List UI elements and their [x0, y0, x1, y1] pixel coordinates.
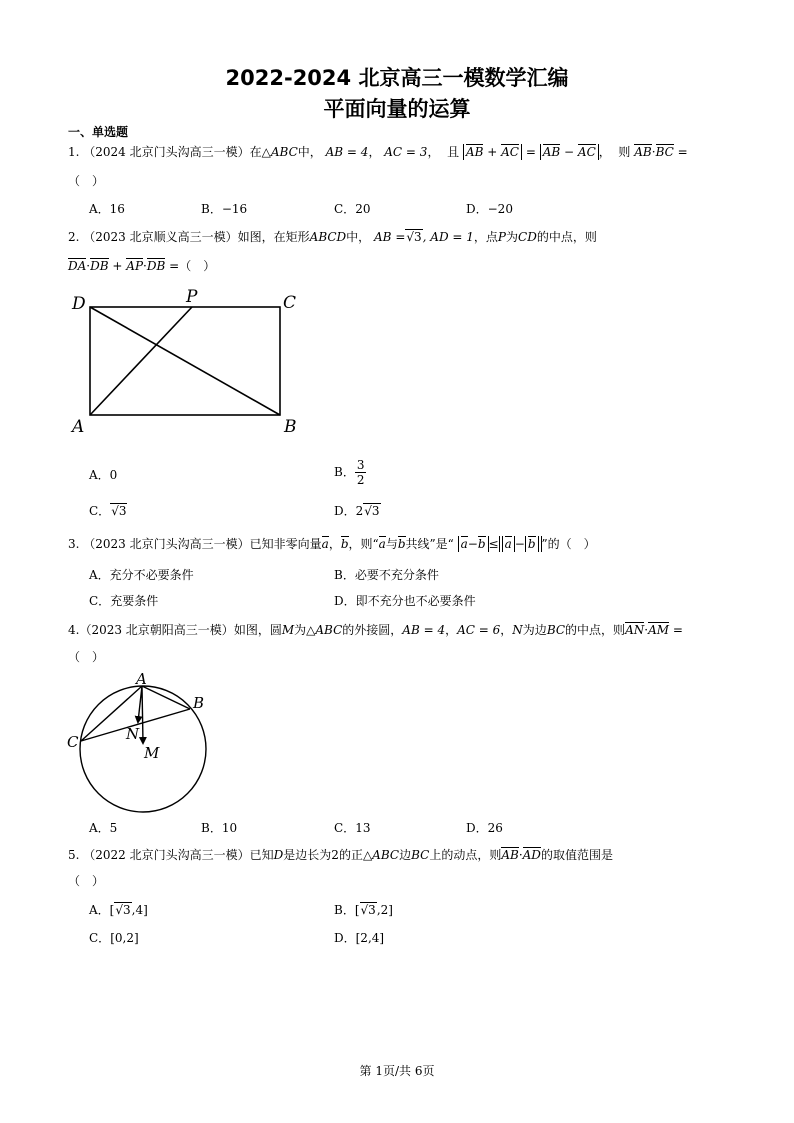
- page-footer: 第 1页/共 6页: [359, 1064, 435, 1078]
- q3-option-c[interactable]: C．充要条件: [89, 594, 159, 608]
- segment-db: [90, 307, 280, 415]
- document-subtitle: 平面向量的运算: [323, 97, 471, 121]
- q5-option-b[interactable]: B．[√3,2]: [334, 903, 393, 917]
- q2-option-b[interactable]: B． $\frac{3}{2}$: [334, 458, 365, 487]
- label-a: A: [72, 417, 85, 437]
- q5-option-d[interactable]: D．[2,4]: [334, 931, 385, 945]
- q5-option-a[interactable]: A．[√3,4]: [89, 903, 148, 917]
- q3-option-b[interactable]: B．必要不充分条件: [334, 568, 439, 582]
- q1-option-b[interactable]: B．−16: [201, 202, 248, 216]
- q4-stem: 4.（2023 北京朝阳高三一模）如图，圆M为△ABC的外接圆，AB = 4，AC = 6，N为边BC的中点，则AN·AM =: [68, 623, 683, 637]
- q2-rectangle-figure: [66, 285, 306, 440]
- q4-option-b[interactable]: B．10: [201, 821, 238, 835]
- q2-stem-line2: DA·DB + AP·DB =（ ）: [68, 259, 216, 273]
- q2-option-d[interactable]: D．2√3: [334, 504, 380, 518]
- q4-option-c[interactable]: C．13: [334, 821, 371, 835]
- q4-option-a[interactable]: A．5: [89, 821, 118, 835]
- label-a: A: [136, 670, 147, 688]
- label-p: P: [186, 287, 198, 307]
- q3-option-d[interactable]: D．即不充分也不必要条件: [334, 594, 476, 608]
- q5-option-c[interactable]: C．[0,2]: [89, 931, 139, 945]
- section-heading: 一、单选题: [68, 125, 129, 139]
- label-b: B: [193, 694, 205, 712]
- q1-option-a[interactable]: A．16: [89, 202, 125, 216]
- document-title: 2022-2024 北京高三一模数学汇编: [225, 66, 569, 90]
- q4-paren: （ ）: [68, 650, 105, 664]
- q5-paren: （ ）: [68, 874, 105, 888]
- q1-option-d[interactable]: D．−20: [466, 202, 513, 216]
- q4-option-d[interactable]: D．26: [466, 821, 503, 835]
- side-ab: [142, 686, 190, 709]
- q1-paren: （ ）: [68, 174, 105, 188]
- vector-am: [142, 686, 143, 743]
- label-c: C: [283, 293, 297, 313]
- label-d: D: [72, 294, 86, 314]
- segment-ap: [90, 307, 192, 415]
- q1-option-c[interactable]: C．20: [334, 202, 371, 216]
- q3-stem: 3. （2023 北京门头沟高三一模）已知非零向量a，b，则“a与b共线”是“ a−b ≤ a − b ”的（ ）: [68, 537, 596, 551]
- q2-option-a[interactable]: A．0: [89, 468, 118, 482]
- label-n: N: [126, 725, 140, 743]
- label-m: M: [144, 744, 160, 762]
- q1-stem: 1. （2024 北京门头沟高三一模）在△ABC中， AB = 4， AC = 3， 且 AB + AC = AB − AC ， 则 AB·BC =: [68, 145, 688, 159]
- label-b: B: [284, 417, 297, 437]
- q2-stem: 2. （2023 北京顺义高三一模）如图，在矩形ABCD中， AB =√3, AD = 1，点P为CD的中点，则: [68, 230, 597, 244]
- q3-option-a[interactable]: A．充分不必要条件: [89, 568, 194, 582]
- q2-option-c[interactable]: C．√3: [89, 504, 127, 518]
- label-c: C: [67, 733, 79, 751]
- q5-stem: 5. （2022 北京门头沟高三一模）已知D是边长为2的正△ABC边BC上的动点，则AB·AD的取值范围是: [68, 848, 613, 862]
- q4-circle-figure: [62, 668, 222, 818]
